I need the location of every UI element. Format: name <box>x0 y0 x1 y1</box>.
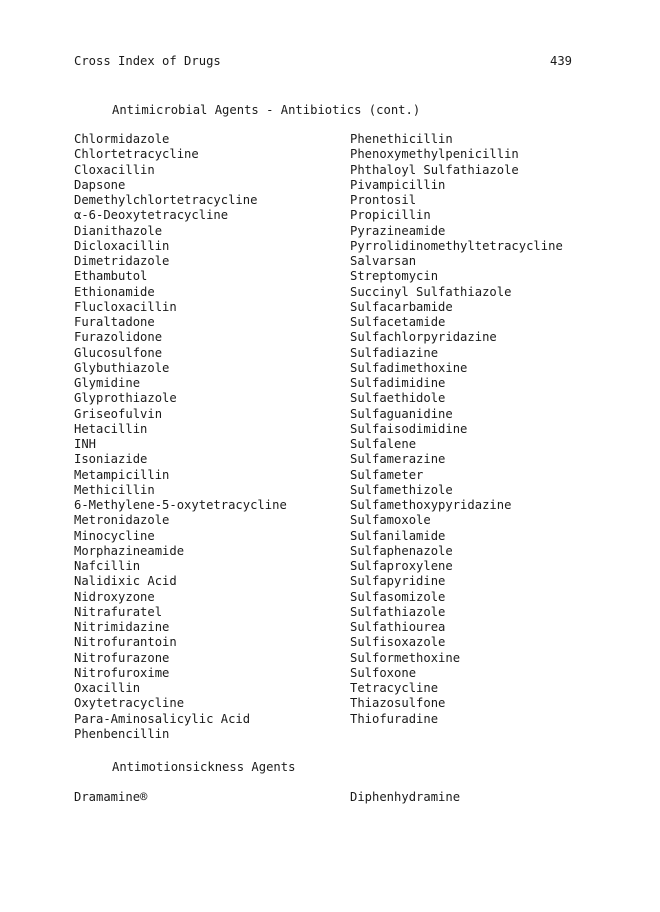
drug-name: Sulformethoxine <box>350 650 461 665</box>
drug-name: Nafcillin <box>74 559 141 573</box>
drug-name: Nitrofuroxime <box>74 665 170 680</box>
drug-name: Ethionamide <box>74 284 155 299</box>
drug-name: Glybuthiazole <box>74 360 170 375</box>
drug-name: Sulfadiazine <box>350 345 439 360</box>
drug-name: Sulfapyridine <box>350 574 446 589</box>
drug-name: Nitrimidazine <box>74 620 170 634</box>
drug-name: Cloxacillin <box>74 162 155 177</box>
drug-name: Propicillin <box>350 208 431 223</box>
drug-name: Prontosil <box>350 193 417 207</box>
drug-name: Glymidine <box>74 376 141 390</box>
drug-name: Furaltadone <box>74 315 155 329</box>
drug-name: Sulfanilamide <box>350 528 446 543</box>
drug-name: Sulfamoxole <box>350 513 431 528</box>
drug-name: Phenethicillin <box>350 132 453 146</box>
section-heading-antibiotics: Antimicrobial Agents - Antibiotics (cont.) <box>112 103 421 117</box>
antibiotics-left-column <box>74 132 287 742</box>
drug-name: Sulfaproxylene <box>350 559 453 573</box>
drug-name: Thiazosulfone <box>350 696 446 711</box>
drug-name: Pivampicillin <box>350 177 446 192</box>
drug-name: α-6-Deoxytetracycline <box>74 208 229 223</box>
drug-name: Dicloxacillin <box>74 238 170 253</box>
page-number: 439 <box>549 54 572 68</box>
drug-name: Pyrrolidinomethyltetracycline <box>350 238 563 253</box>
drug-name: Succinyl Sulfathiazole <box>350 284 512 299</box>
page-header <box>74 53 572 69</box>
drug-name: Nitrofurazone <box>74 650 170 665</box>
drug-name: Diphenhydramine <box>350 790 461 804</box>
drug-name: Pyrazineamide <box>350 223 446 238</box>
drug-name: Chlortetracycline <box>74 147 199 162</box>
drug-name: Nidroxyzone <box>74 589 155 604</box>
drug-name: Sulfathiazole <box>350 604 446 619</box>
drug-name: Glyprothiazole <box>74 391 177 406</box>
drug-name: Sulfameter <box>350 467 424 482</box>
drug-name: Isoniazide <box>74 452 148 467</box>
drug-name: 6-Methylene-5-oxytetracycline <box>74 498 287 512</box>
drug-name: Dimetridazole <box>74 254 170 268</box>
drug-name: Morphazineamide <box>74 543 185 558</box>
drug-name: Sulfoxone <box>350 665 417 680</box>
drug-name: Thiofuradine <box>350 711 439 726</box>
drug-name: Sulfalene <box>350 437 417 451</box>
drug-name: Dramamine® <box>74 790 148 804</box>
drug-name: Sulfadimethoxine <box>350 360 468 375</box>
drug-name: Flucloxacillin <box>74 299 177 314</box>
antibiotics-right-column <box>350 132 563 727</box>
drug-name: Dapsone <box>74 177 126 192</box>
antimotionsickness-right-column <box>350 790 460 805</box>
drug-name: Sulfamethoxypyridazine <box>350 498 512 512</box>
drug-name: Sulfachlorpyridazine <box>350 330 497 345</box>
drug-name: Methicillin <box>74 482 155 497</box>
drug-name: Minocycline <box>74 528 155 543</box>
section-heading-antimotionsickness: Antimotionsickness Agents <box>112 760 296 774</box>
drug-name: Phthaloyl Sulfathiazole <box>350 162 519 177</box>
drug-name: Sulfamerazine <box>350 452 446 467</box>
drug-name: Tetracycline <box>350 681 439 695</box>
drug-name: Metronidazole <box>74 513 170 528</box>
drug-name: Sulfadimidine <box>350 376 446 390</box>
drug-name: Para-Aminosalicylic Acid <box>74 711 251 726</box>
drug-name: Sulfacetamide <box>350 315 446 329</box>
drug-name: Phenbencillin <box>74 726 170 741</box>
drug-name: Griseofulvin <box>74 406 163 421</box>
drug-name: Dianithazole <box>74 223 163 238</box>
drug-name: Nitrafuratel <box>74 604 163 619</box>
drug-name: Sulfaethidole <box>350 391 446 406</box>
drug-name: Sulfaguanidine <box>350 406 453 421</box>
drug-name: Phenoxymethylpenicillin <box>350 147 519 162</box>
running-title: Cross Index of Drugs <box>74 54 221 68</box>
drug-name: Ethambutol <box>74 269 148 284</box>
drug-name: Oxytetracycline <box>74 696 185 711</box>
drug-name: Hetacillin <box>74 421 148 436</box>
drug-name: Sulfisoxazole <box>350 635 446 650</box>
drug-name: Chlormidazole <box>74 132 170 146</box>
drug-name: Sulfasomizole <box>350 589 446 604</box>
drug-name: Sulfaphenazole <box>350 543 453 558</box>
drug-name: Streptomycin <box>350 269 439 284</box>
drug-name: Demethylchlortetracycline <box>74 193 258 207</box>
drug-name: Nalidixic Acid <box>74 574 177 589</box>
drug-name: Glucosulfone <box>74 345 163 360</box>
drug-name: Oxacillin <box>74 681 141 695</box>
antimotionsickness-left-column <box>74 790 147 805</box>
drug-name: Nitrofurantoin <box>74 635 177 650</box>
drug-name: Metampicillin <box>74 467 170 482</box>
drug-name: Furazolidone <box>74 330 163 345</box>
drug-name: Sulfaisodimidine <box>350 421 468 436</box>
drug-name: Sulfacarbamide <box>350 299 453 314</box>
drug-name: Sulfathiourea <box>350 620 446 634</box>
drug-name: Sulfamethizole <box>350 482 453 497</box>
drug-name: INH <box>74 437 97 451</box>
drug-name: Salvarsan <box>350 254 417 268</box>
